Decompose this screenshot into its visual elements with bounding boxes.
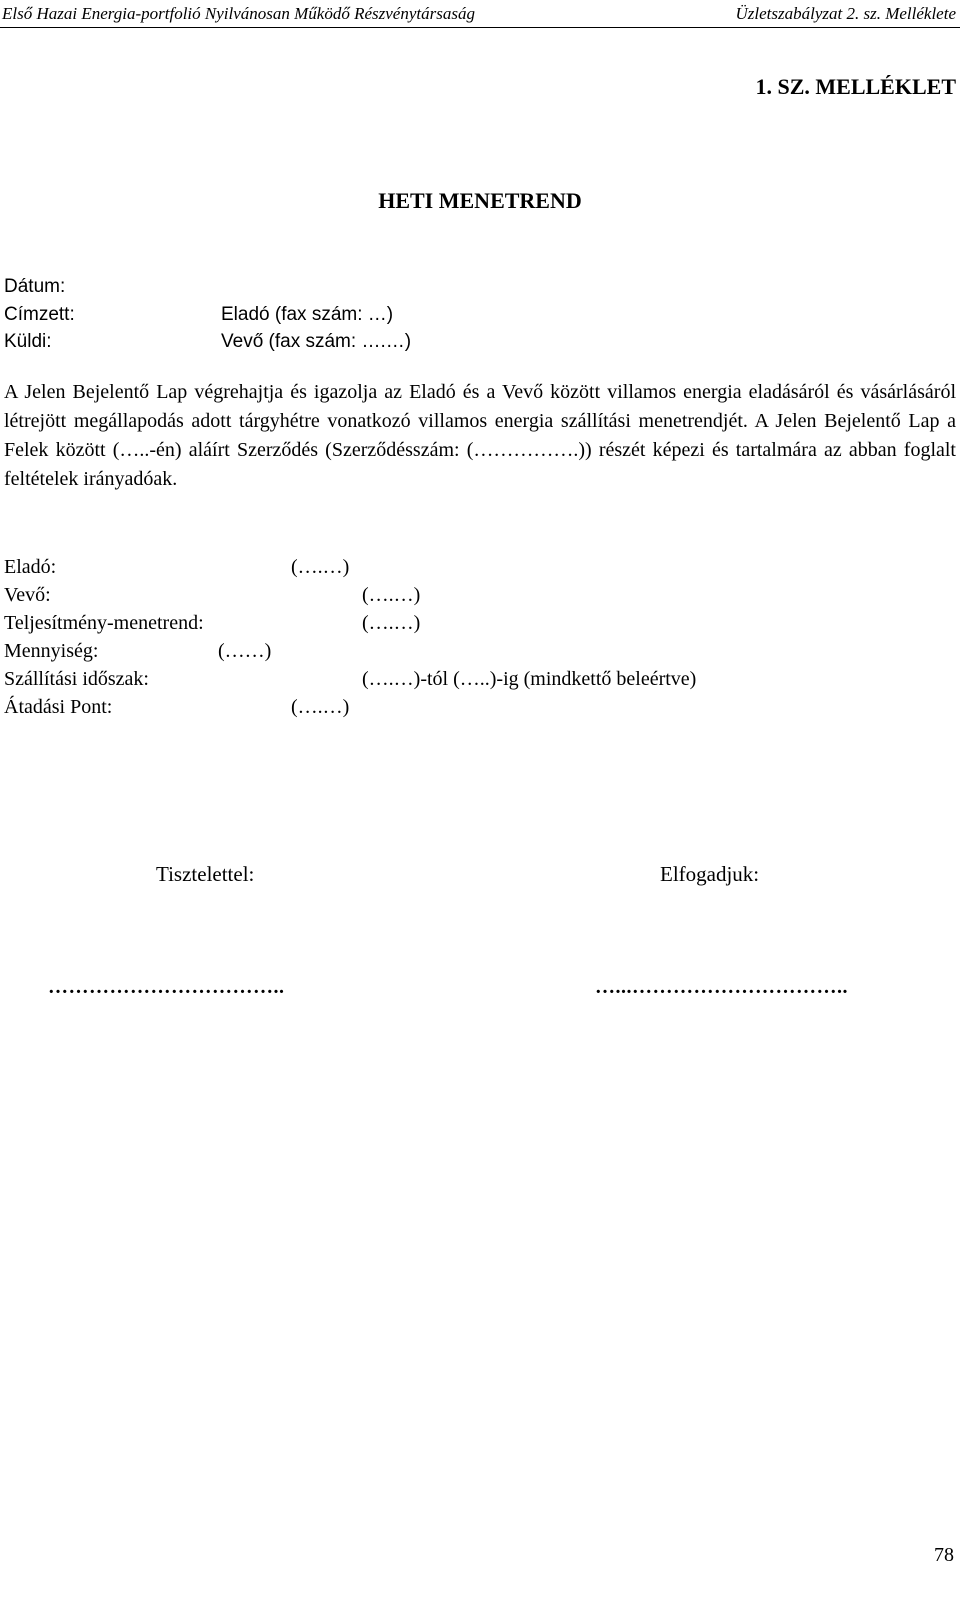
delivery-point-label: Átadási Pont: bbox=[4, 696, 113, 718]
delivery-point-value: (….…) bbox=[291, 696, 350, 718]
intro-paragraph: A Jelen Bejelentő Lap végrehajtja és igazolja az Eladó és a Vevő között villamos energia eladásáról és vásárlásáról létrejött megállapodás adott tárgyhétre vonatkozó villamos energia szállítási menetrendjét. A Jelen Bejelentő Lap a Felek között (…..-én) aláírt Szerződés (Szerződésszám: (…………….)) részét képezi és tartalmára az abban foglalt feltételek irányadóak. bbox=[4, 381, 956, 490]
header-company-name: Első Hazai Energia-portfolió Nyilvánosan Működő Részvénytársaság bbox=[2, 4, 475, 23]
header-document-ref: Üzletszabályzat 2. sz. Melléklete bbox=[735, 4, 956, 23]
annex-title: 1. SZ. MELLÉKLET bbox=[755, 74, 956, 99]
page-title: HETI MENETREND bbox=[378, 188, 582, 213]
schedule-value: (….…) bbox=[362, 612, 421, 634]
buyer-value: (….…) bbox=[362, 584, 421, 606]
signature-left-label: Tisztelettel: bbox=[156, 862, 255, 886]
seller-label: Eladó: bbox=[4, 556, 57, 578]
quantity-value: (……) bbox=[218, 640, 272, 662]
delivery-period-label: Szállítási időszak: bbox=[4, 668, 149, 690]
date-label: Dátum: bbox=[4, 276, 66, 297]
recipient-value: Eladó (fax szám: …) bbox=[221, 304, 394, 325]
sender-label: Küldi: bbox=[4, 331, 52, 352]
buyer-label: Vevő: bbox=[4, 584, 51, 606]
header-divider bbox=[0, 27, 960, 28]
signature-left-line: …………………………….. bbox=[48, 976, 285, 998]
quantity-label: Mennyiség: bbox=[4, 640, 99, 662]
recipient-label: Címzett: bbox=[4, 304, 75, 325]
page-number: 78 bbox=[934, 1544, 954, 1566]
seller-value: (….…) bbox=[291, 556, 350, 578]
delivery-period-value: (….…)-tól (…..)-ig (mindkettő beleértve) bbox=[362, 668, 697, 690]
signature-right-label: Elfogadjuk: bbox=[660, 862, 760, 886]
sender-value: Vevő (fax szám: ….…) bbox=[221, 331, 412, 352]
schedule-label: Teljesítmény-menetrend: bbox=[4, 612, 204, 634]
signature-right-line: …...………………………….. bbox=[595, 976, 848, 998]
